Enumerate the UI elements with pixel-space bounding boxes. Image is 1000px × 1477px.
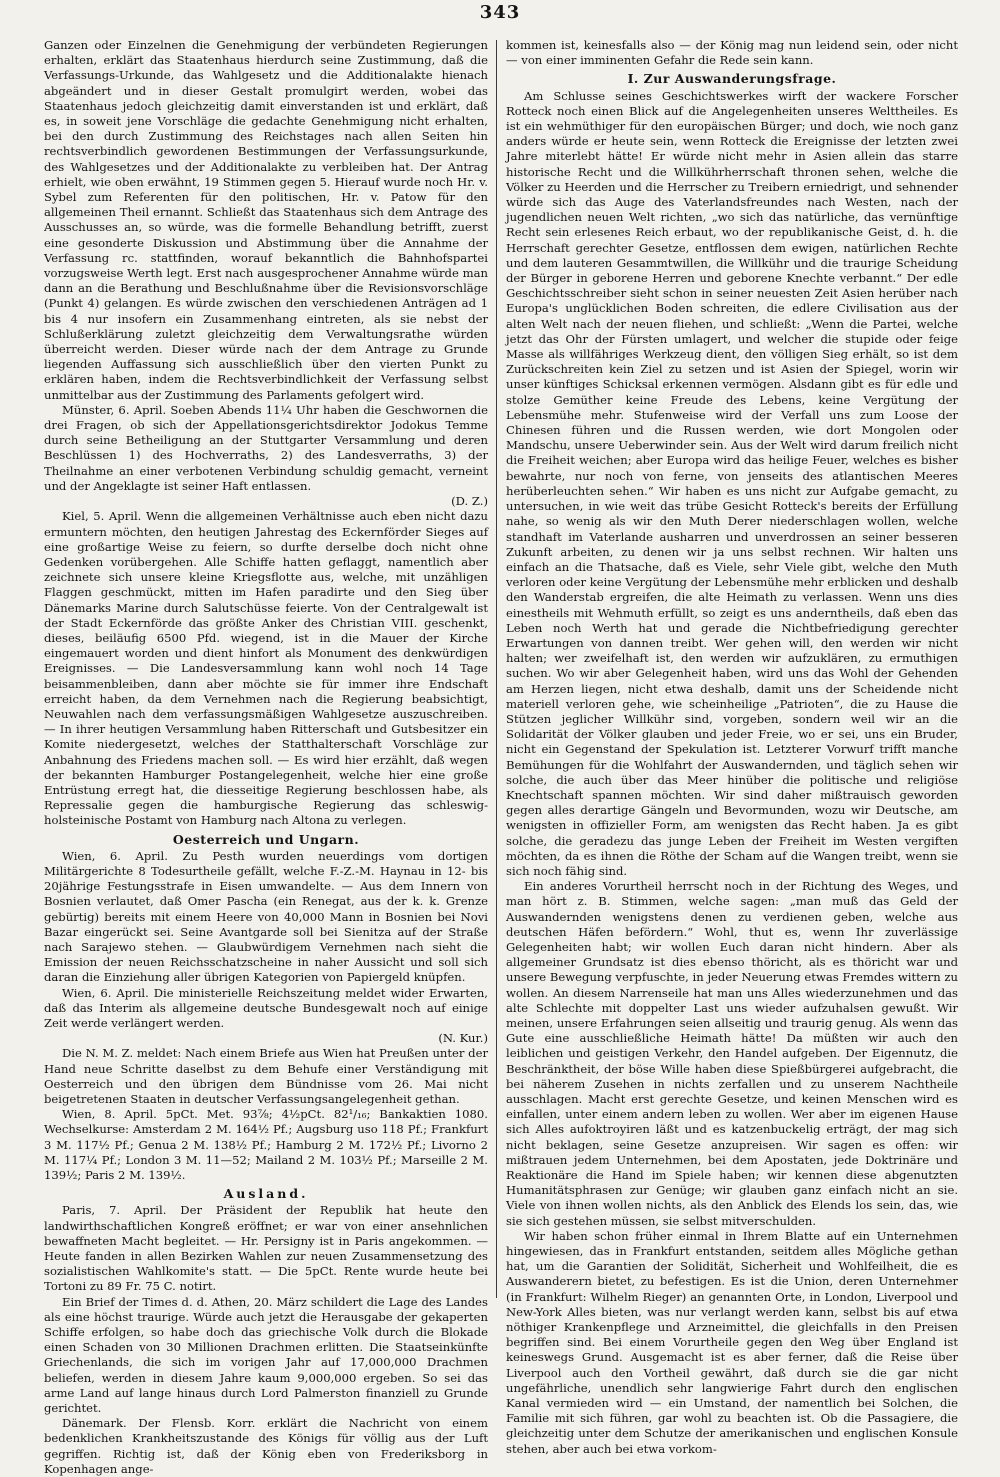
article-paragraph: Am Schlusse seines Geschichtswerkes wirft der wackere Forscher Rotteck noch einen Blick auf die Angelegenheiten unseres Welttheiles. Es ist ein wehmüthiger für den europäischen Bürger; und doch, wie noch ganz anders würde er heute sein, wenn Rotteck die Ereignisse der letzten zwei Jahre miterlebt hätte! Er würde nicht mehr in Asien allein das starre historische Recht und die Willkührherrschaft thronen sehen, welche die Völker zu Heerden und die Herrscher zu Treibern erniedrigt, und sehnender würde sich das Auge des Vaterlandsfreundes nach Westen, nach der jugendlichen neuen Welt richten, „wo sich das natürliche, das vernünftige Recht sein erlesenes Reich erbaut, wo der republikanische Geist, d. h. die Herrschaft gerechter Gesetze, entflossen dem ewigen, natürlichen Rechte und dem lauteren Gesammtwillen, die Willkühr und die traurige Scheidung der Bürger in geborene Herren und geborene Knechte verbannt.“ Der edle Geschichtsschreiber sieht schon in seiner neuesten Zeit Asien herüber nach Europa's unglücklichen Boden schreiten, die edlere Civilisation aus der alten Welt nach der neuen fliehen, und schließt: „Wenn die Partei, welche jetzt das Ohr der Fürsten umlagert, und welcher die stupide oder feige Masse als willfähriges Werkzeug dient, den völligen Sieg erhält, so ist dem Zurückschreiten kein Ziel zu setzen und ist Asien der Spiegel, worin wir unser künftiges Schicksal erkennen vermögen. Alsdann gibt es für edle und stolze Gemüther keine Freude des Lebens, keine Vergütung der Lebensmühe mehr. Stufenweise wird der Verfall uns zum Loose der Chinesen führen und die Russen werden, wie dort Mongolen oder Mandschu, unsere Ueberwinder sein. Aus der Welt wird darum freilich nicht die Freiheit weichen; aber Europa wird das heilige Feuer, welches es bisher bewahrte, nur noch von ferne, von jenseits des atlantischen Meeres herüberleuchten sehen.“ Wir haben es uns nicht zur Aufgabe gemacht, zu untersuchen, in wie weit das trübe Gesicht Rotteck's bereits der Erfüllung nahe, so wenig als wir den Muth Derer niederschlagen wollen, welche standhaft im Vaterlande ausharren und unverdrossen an seiner besseren Zukunft arbeiten, zu denen wir ja uns selbst rechnen. Wir halten uns einfach an die Thatsache, daß es Viele, sehr Viele gibt, welche den Muth verloren oder keine Vergütung der Lebensmühe mehr erblicken und deshalb den Wanderstab ergreifen, die alte Heimath zu verlassen. Wenn uns dies einestheils mit Wehmuth erfüllt, so zeigt es uns anderntheils, daß eben das Leben noch Werth hat und gerade die Nichtbefriedigung gerechter Erwartungen von dannen treibt. Wer gehen will, den werden wir nicht halten; wer zweifelhaft ist, den werden wir aufzuklären, zu ermuthigen suchen. Wo wir aber Gelegenheit haben, wird uns das Wohl der Gehenden am Herzen liegen, nicht etwa deshalb, damit uns der Scheidende nicht materiell verloren gehe, wie scheinheilige „Patrioten“, die zu Hause die Stützen jeglicher Willkühr sind, vorgeben, sondern weil wir an die Solidarität der Völker glauben und jeder Freie, wo er sei, uns ein Bruder, nicht ein Gegenstand der Spekulation ist. Letzterer Vorwurf trifft manche Bemühungen für die Wohlfahrt der Auswandernden, und täglich sehen wir solche, die auch über das Meer hinüber die politische und religiöse Knechtschaft spannen möchten. Wir sind daher mißtrauisch geworden gegen alles derartige Gängeln und Bevormunden, wozu wir Deutsche, am wenigsten in offizieller Form, am wenigsten das Recht haben. Ja es gibt solche, die geradezu das junge Leben der Freiheit im Westen vergiften möchten, da es ihnen die Röthe der Scham auf die Wangen treibt, wenn sie sich noch fähig sind. (506, 88, 958, 878)
page-number: 343 (479, 2, 521, 23)
article-paragraph: Kiel, 5. April. Wenn die allgemeinen Verhältnisse auch eben nicht dazu ermuntern möchten, den heutigen Jahrestag des Eckernförder Sieges auf eine großartige Weise zu feiern, so durfte derselbe doch nicht ohne Gedenken vorübergehen. Alle Schiffe hatten geflaggt, namentlich aber zeichnete sich unsere kleine Kriegsflotte aus, welche, mit unzähligen Flaggen geschmückt, mitten im Hafen paradirte und den Sieg über Dänemarks Marine durch Salutschüsse feierte. Von der Centralgewalt ist der Stadt Eckernförde das größte Anker des Christian VIII. geschenkt, dieses, beiläufig 6500 Pfd. wiegend, ist in die Mauer der Kirche eingemauert worden und dient hinfort als Monument des denkwürdigen Ereignisses. — Die Landesversammlung kann wohl noch 14 Tage beisammenbleiben, dann aber möchte sie für immer ihre Endschaft erreicht haben, da dem Vernehmen nach die Regierung beabsichtigt, Neuwahlen nach dem verfassungsmäßigen Wahlgesetze auszuschreiben. — In ihrer heutigen Versammlung haben Ritterschaft und Gutsbesitzer ein Komite niedergesetzt, welches der Statthalterschaft Vorschläge zur Anbahnung des Friedens machen soll. — Es wird hier erzählt, daß wegen der bekannten Hamburger Postangelegenheit, welche hier eine große Entrüstung erregt hat, die diesseitige Regierung beschlossen habe, als Repressalie gegen die hamburgische Regierung das schleswig-holsteinische Postamt von Hamburg nach Altona zu verlegen. (44, 509, 488, 828)
article-paragraph: Dänemark. Der Flensb. Korr. erklärt die Nachricht von einem bedenklichen Krankheitszustande des Königs für völlig aus der Luft gegriffen. Richtig ist, daß der König eben von Frederiksborg in Kopenhagen ange- (44, 1416, 488, 1476)
stock-quotes-paragraph: Wien, 8. April. 5pCt. Met. 93⅞; 4½pCt. 82¹/₁₆; Bankaktien 1080. Wechselkurse: Amsterdam 2 M. 164½ Pf.; Augsburg uso 118 Pf.; Frankfurt 3 M. 117½ Pf.; Genua 2 M. 138½ Pf.; Hamburg 2 M. 172½ Pf.; Livorno 2 M. 117¼ Pf.; London 3 M. 11—52; Mailand 2 M. 103½ Pf.; Marseille 2 M. 139½; Paris 2 M. 139½. (44, 1107, 488, 1183)
right-column (506, 38, 958, 1456)
article-paragraph: Die N. M. Z. meldet: Nach einem Briefe aus Wien hat Preußen unter der Hand neue Schritte daselbst zu dem Behufe einer Verständigung mit Oesterreich und den übrigen dem Bündnisse vom 26. Mai nicht beigetretenen Staaten in deutscher Verfassungsangelegenheit gethan. (44, 1046, 488, 1107)
article-paragraph: Ein Brief der Times d. d. Athen, 20. März schildert die Lage des Landes als eine höchst traurige. Würde auch jetzt die Herausgabe der gekaperten Schiffe erfolgen, so habe doch das griechische Volk durch die Blokade einen Schaden von 30 Millionen Drachmen erlitten. Die Staatseinkünfte Griechenlands, die sich im vorigen Jahr auf 17,000,000 Drachmen beliefen, werden in diesem Jahre kaum 9,000,000 ergeben. So sei das arme Land auf lange hinaus durch Lord Palmerston finanziell zu Grunde gerichtet. (44, 1294, 488, 1416)
source-sign-text: (N. Kur.) (438, 1031, 488, 1046)
article-paragraph: Ein anderes Vorurtheil herrscht noch in der Richtung des Weges, und man hört z. B. Stimmen, welche sagen: „man muß das Geld der Auswandernden wenigstens denen zu verdienen geben, welche aus deutschen Häfen befördern.“ Wohl, thut es, wenn Ihr zuverlässige Gelegenheiten habt; wir wollen Euch daran nicht hindern. Aber als allgemeiner Grundsatz ist dies ebenso thöricht, als es thöricht war und unsere Bewegung verpfuschte, in jeder Neuerung etwas Fremdes wittern zu wollen. An diesem Narrenseile hat man uns Alles wiederzunehmen und das alte Schlechte mit doppelter Last uns wieder aufzuhalsen gewußt. Wir meinen, unsere Erfahrungen seien allseitig und traurig genug. Als wenn das Gute eine ausschließliche Heimath hätte! Da müßten wir auch den leiblichen und geistigen Verkehr, den Handel aufgeben. Der Eigennutz, die Beschränktheit, der böse Wille haben diese Spießbürgerei aufgebracht, die bei näherem Zusehen in nichts zerfallen und zu unserem Nachtheile ausschlagen. Macht erst gerechte Gesetze, und keinen Menschen wird es einfallen, unter einem andern leben zu wollen. Wer aber im eigenen Hause sich Alles aufoktroyiren läßt und es katzenbuckelig erträgt, der mag sich nicht beklagen, seine Gesetze anzupreisen. Wir sagen es offen: wir mißtrauen jedem Unternehmen, bei dem Apostaten, jede Doktrinäre und Reaktionäre die Hand im Spiele haben; wir kennen diese abgenutzten Humanitätsphrasen zur Genüge; wir glauben ganz einfach nicht an sie. Viele von ihnen wollen nichts, als den Anblick des Elends los sein, das, wie sie sich gestehen müssen, sie selbst mitverschulden. (506, 879, 958, 1228)
article-paragraph: Ganzen oder Einzelnen die Genehmigung der verbündeten Regierungen erhalten, erklärt das Staatenhaus hierdurch seine Zustimmung, daß die Verfassungs-Urkunde, das Wahlgesetz und die Additionalakte hienach abgeändert und in dieser Gestalt promulgirt werden, wobei das Staatenhaus jedoch gleichzeitig damit einverstanden ist und erklärt, daß es, in soweit jene Vorschläge die gedachte Genehmigung nicht erhalten, bei den durch Zustimmung des Reichstages nach allen Seiten hin rechtsverbindlich gewordenen Bestimmungen der Verfassungsurkunde, des Wahlgesetzes und der Additionalakte zu verbleiben hat. Der Antrag erhielt, wie oben erwähnt, 19 Stimmen gegen 5. Hierauf wurde noch Hr. v. Sybel zum Referenten für den politischen, Hr. v. Patow für den allgemeinen Theil ernannt. Schließt das Staatenhaus sich dem Antrage des Ausschusses an, so würde, was die formelle Behandlung betrifft, zuerst eine gesonderte Diskussion und Abstimmung über die Annahme der Verfassung rc. stattfinden, worauf bekanntlich die Bahnhofspartei vorzugsweise Werth legt. Erst nach ausgesprochener Annahme würde man dann an die Berathung und Beschlußnahme über die Revisionsvorschläge (Punkt 4) gelangen. Es würde zwischen den verschiedenen Anträgen ad 1 bis 4 nur insofern ein Zusammenhang eintreten, als sie nebst der Schlußerklärung zuletzt gleichzeitig dem Verwaltungsrathe würden überreicht werden. Dieser würde nach der dem Antrage zu Grunde liegenden Auffassung sich ausschließlich über den vierten Punkt zu erklären haben, indem die Rechtsverbindlichkeit der Verfassung selbst unmittelbar aus der Zustimmung des Parlaments gefolgert wird. (44, 38, 488, 402)
article-paragraph: Wien, 6. April. Zu Pesth wurden neuerdings vom dortigen Militärgerichte 8 Todesurtheile gefällt, welche F.-Z.-M. Haynau in 12- bis 20jährige Festungsstrafe in Eisen umwandelte. — Aus dem Innern von Bosnien verlautet, daß Omer Pascha (ein Renegat, aus der k. k. Grenze gebürtig) bereits mit einem Heere von 40,000 Mann in Bosnien bei Novi Bazar eingerückt sei. Seine Avantgarde soll bei Sienitza auf der Straße nach Sarajewo stehen. — Glaubwürdigem Vernehmen nach sieht die Emission der neuen Reichsschatzscheine in naher Aussicht und soll sich daran die Einziehung aller übrigen Kategorien von Papiergeld knüpfen. (44, 848, 488, 985)
article-paragraph: Paris, 7. April. Der Präsident der Republik hat heute den landwirthschaftlichen Kongreß eröffnet; er war von einer ansehnlichen bewaffneten Macht begleitet. — Hr. Persigny ist in Paris angekommen. — Heute fanden in allen Bezirken Wahlen zur neuen Zusammensetzung des sozialistischen Wahlkomite's statt. — Die 5pCt. Rente wurde heute bei Tortoni zu 89 Fr. 75 C. notirt. (44, 1203, 488, 1294)
source-sign (44, 494, 488, 509)
section-heading-abroad: Ausland. (223, 1186, 309, 1202)
section-heading-austria: Oesterreich und Ungarn. (172, 831, 360, 847)
source-sign-text: (D. Z.) (451, 494, 488, 509)
article-paragraph: Wir haben schon früher einmal in Ihrem Blatte auf ein Unternehmen hingewiesen, das in Frankfurt entstanden, seitdem alles Mögliche gethan hat, um die Garantien der Solidität, Sicherheit und Wohlfeilheit, die es Auswanderern bietet, zu befestigen. Es ist die Union, deren Unternehmer (in Frankfurt: Wilhelm Rieger) an genannten Orte, in London, Liverpool und New-York Alles bieten, was nur verlangt werden kann, selbst bis auf etwa nöthiger Krankenpflege und Arzneimittel, die gleichfalls in den Preisen begriffen sind. Bei einem Vorurtheile gegen den Weg über England ist keineswegs Grund. Ausgemacht ist es aber ferner, daß die Reise über Liverpool auch den Vortheil gewährt, daß durch sie die gar nicht ungefährliche, unendlich sehr langwierige Fahrt durch den englischen Kanal vermieden wird — ein Umstand, der namentlich bei Solchen, die Familie mit sich führen, gar wohl zu beachten ist. Ob die Passagiere, die gleichzeitig unter dem Schutze der amerikanischen und englischen Konsule stehen, aber auch bei etwa vorkom- (506, 1228, 958, 1456)
section-heading-emigration: I. Zur Auswanderungsfrage. (627, 71, 837, 87)
article-paragraph: Münster, 6. April. Soeben Abends 11¼ Uhr haben die Geschwornen die drei Fragen, ob sich der Appellationsgerichtsdirektor Jodokus Temme durch seine Betheiligung an der Stuttgarter Versammlung und deren Beschlüssen 1) des Hochverraths, 2) des Landesverraths, 3) der Theilnahme an einer verbotenen Verbindung schuldig gemacht, verneint und der Angeklagte ist seiner Haft entlassen. (44, 402, 488, 493)
source-sign (44, 1031, 488, 1046)
article-paragraph: Wien, 6. April. Die ministerielle Reichszeitung meldet wider Erwarten, daß das Interim als allgemeine deutsche Bundesgewalt noch auf einige Zeit werde verlängert werden. (44, 985, 488, 1030)
article-paragraph: kommen ist, keinesfalls also — der König mag nun leidend sein, oder nicht — von einer imminenten Gefahr die Rede sein kann. (506, 38, 958, 68)
column-divider (496, 40, 497, 1298)
left-column (44, 38, 488, 1476)
